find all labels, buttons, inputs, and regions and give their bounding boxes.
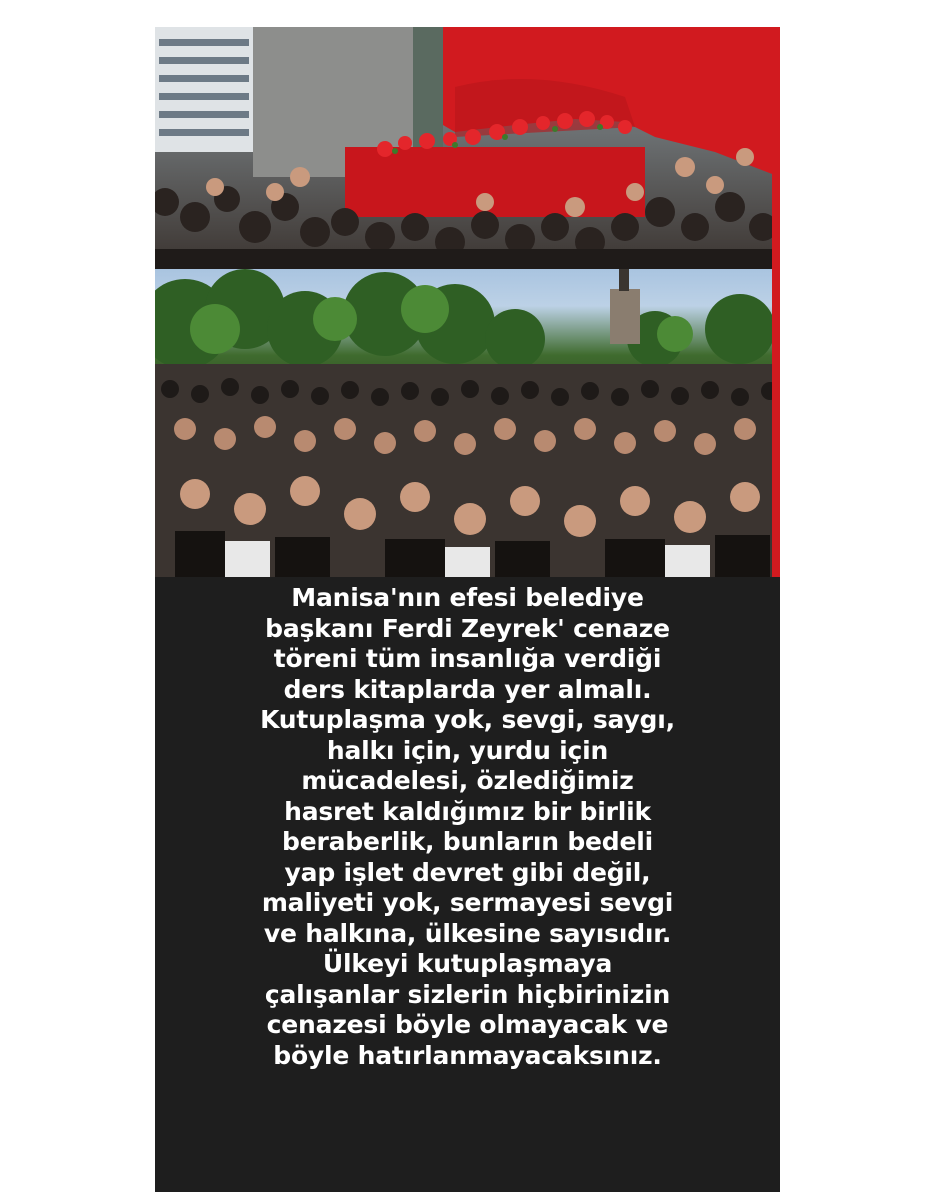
caption-line: halkı için, yurdu için [326, 735, 609, 765]
caption-line: yap işlet devret gibi değil, [284, 857, 651, 887]
caption-line: Kutuplaşma yok, sevgi, saygı, [260, 705, 675, 734]
caption-line: Ülkeyi kutuplaşmaya [322, 949, 613, 978]
caption-line: Manisa'nın efesi belediye [291, 583, 644, 612]
caption-line: mücadelesi, özlediğimiz [301, 766, 634, 795]
story-card [155, 27, 780, 1192]
caption-line: töreni tüm insanlığa verdiği [273, 644, 662, 673]
funeral-crowd-photo [155, 269, 780, 577]
caption-line: böyle hatırlanmayacaksınız. [273, 1040, 662, 1070]
funeral-procession-photo [155, 27, 780, 269]
crowd-illustration [155, 269, 780, 577]
caption-line: hasret kaldığımız bir birlik [284, 796, 651, 826]
flag-edge-decoration [772, 27, 780, 577]
caption-line: maliyeti yok, sermayesi sevgi [261, 888, 674, 917]
caption-line: ders kitaplarda yer almalı. [283, 674, 652, 704]
caption-line: ve halkına, ülkesine sayısıdır. [263, 918, 672, 948]
caption-line: çalışanlar sizlerin hiçbirinizin [264, 979, 671, 1009]
caption-text-block [155, 579, 780, 1192]
caption-line: başkanı Ferdi Zeyrek' cenaze [265, 613, 670, 643]
caption-line: cenazesi böyle olmayacak ve [266, 1010, 669, 1039]
caption-line: beraberlik, bunların bedeli [282, 827, 653, 856]
procession-illustration [155, 27, 780, 269]
